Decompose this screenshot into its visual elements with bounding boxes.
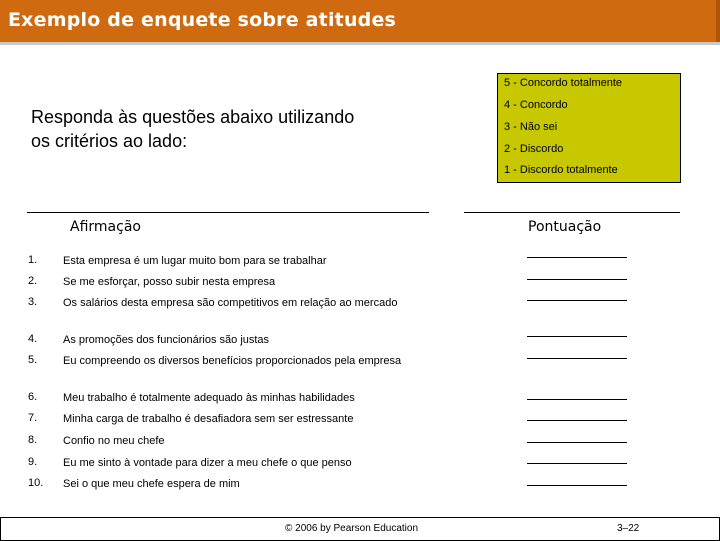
copyright: © 2006 by Pearson Education [285, 523, 419, 534]
scale-item-2: 2 - Discordo [504, 143, 564, 155]
score-blank-2[interactable] [527, 279, 627, 280]
score-blank-1[interactable] [527, 257, 627, 258]
question-text: Os salários desta empresa são competitivos em relação ao mercado [63, 297, 398, 309]
question-text: Meu trabalho é totalmente adequado às minhas habilidades [63, 392, 355, 404]
scale-item-3: 3 - Não sei [504, 121, 558, 133]
question-text: Eu compreendo os diversos benefícios proporcionados pela empresa [63, 355, 402, 367]
column-header-score: Pontuação [528, 219, 602, 235]
scale-item-5: 5 - Concordo totalmente [504, 77, 623, 89]
slide-title: Exemplo de enquete sobre atitudes [8, 9, 397, 31]
question-text: Confio no meu chefe [63, 435, 165, 447]
footer [0, 517, 720, 541]
instructions [31, 105, 354, 153]
score-blank-8[interactable] [527, 442, 627, 443]
question-number: 7. [28, 412, 38, 424]
question-number: 10. [28, 477, 44, 489]
rating-scale-box [497, 73, 681, 183]
score-blank-10[interactable] [527, 485, 627, 486]
question-number: 9. [28, 456, 38, 468]
question-number: 1. [28, 254, 38, 266]
instruction-line-1: Responda às questões abaixo utilizando [31, 107, 355, 127]
question-number: 5. [28, 354, 38, 366]
score-blank-3[interactable] [527, 300, 627, 301]
question-text: Se me esforçar, posso subir nesta empresa [63, 276, 276, 288]
score-blank-4[interactable] [527, 336, 627, 337]
scale-item-4: 4 - Concordo [504, 99, 568, 111]
scale-item-1: 1 - Discordo totalmente [504, 164, 618, 176]
question-text: Sei o que meu chefe espera de mim [63, 478, 240, 490]
question-text: Minha carga de trabalho é desafiadora sem ser estressante [63, 413, 354, 425]
question-number: 6. [28, 391, 38, 403]
question-number: 3. [28, 296, 38, 308]
column-header-statement: Afirmação [70, 219, 141, 235]
page-number: 3–22 [617, 523, 640, 534]
score-blank-9[interactable] [527, 463, 627, 464]
question-number: 8. [28, 434, 38, 446]
question-number: 4. [28, 333, 38, 345]
score-blank-5[interactable] [527, 358, 627, 359]
score-blank-6[interactable] [527, 399, 627, 400]
question-number: 2. [28, 275, 38, 287]
question-text: As promoções dos funcionários são justas [63, 334, 270, 346]
title-bar [0, 0, 720, 42]
header-divider-right [464, 212, 680, 213]
header-divider-left [27, 212, 429, 213]
question-text: Esta empresa é um lugar muito bom para se trabalhar [63, 255, 327, 267]
score-blank-7[interactable] [527, 420, 627, 421]
question-text: Eu me sinto à vontade para dizer a meu chefe o que penso [63, 457, 352, 469]
instruction-line-2: os critérios ao lado: [31, 131, 188, 151]
